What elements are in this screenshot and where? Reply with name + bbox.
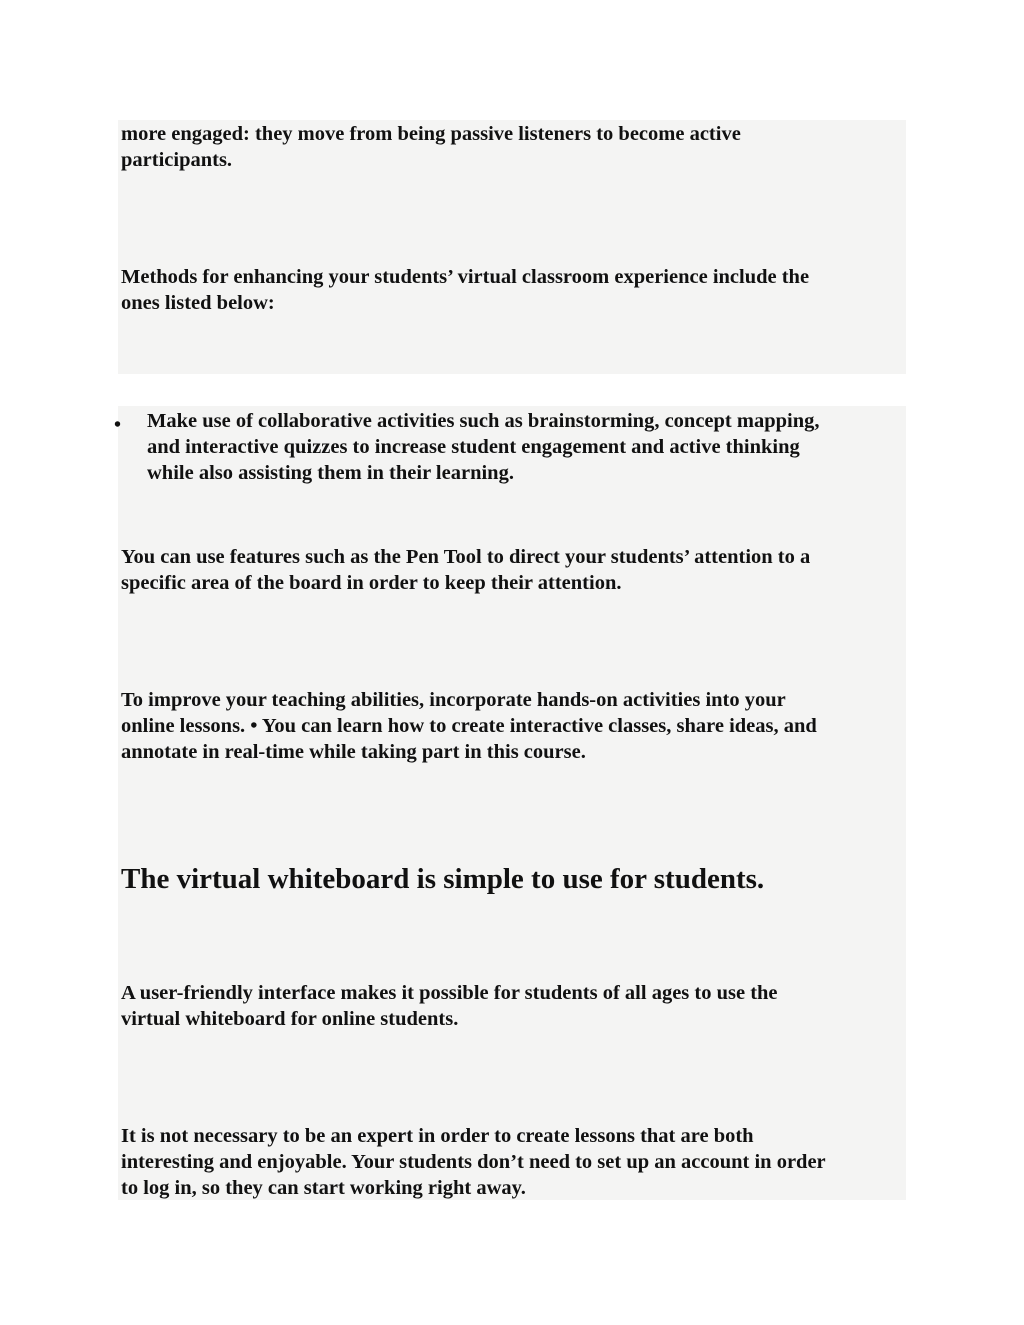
heading-simple-to-use: The virtual whiteboard is simple to use for students.	[121, 863, 765, 895]
bullet-marker: •	[114, 414, 122, 436]
paragraph-engaged: more engaged: they move from being passive listeners to become active participants.	[121, 123, 741, 171]
paragraph-hands-on: To improve your teaching abilities, incorporate hands-on activities into your online lessons. • You can learn how to create interactive classes, share ideas, and annotate in real-time while taking part in this course.	[121, 689, 817, 763]
paragraph-user-friendly: A user-friendly interface makes it possible for students of all ages to use the virtual whiteboard for online students.	[121, 982, 778, 1030]
paragraph-pen-tool: You can use features such as the Pen Tool to direct your students’ attention to a specific area of the board in order to keep their attention.	[121, 546, 811, 594]
list-item-collaborative-activities: Make use of collaborative activities such as brainstorming, concept mapping, and interactive quizzes to increase student engagement and active thinking while also assisting them in their learning.	[147, 410, 820, 484]
paragraph-not-expert: It is not necessary to be an expert in order to create lessons that are both interesting and enjoyable. Your students don’t need to set up an account in order to log in, so they can start working right away.	[121, 1125, 826, 1199]
paragraph-methods: Methods for enhancing your students’ virtual classroom experience include the ones listed below:	[121, 266, 810, 314]
